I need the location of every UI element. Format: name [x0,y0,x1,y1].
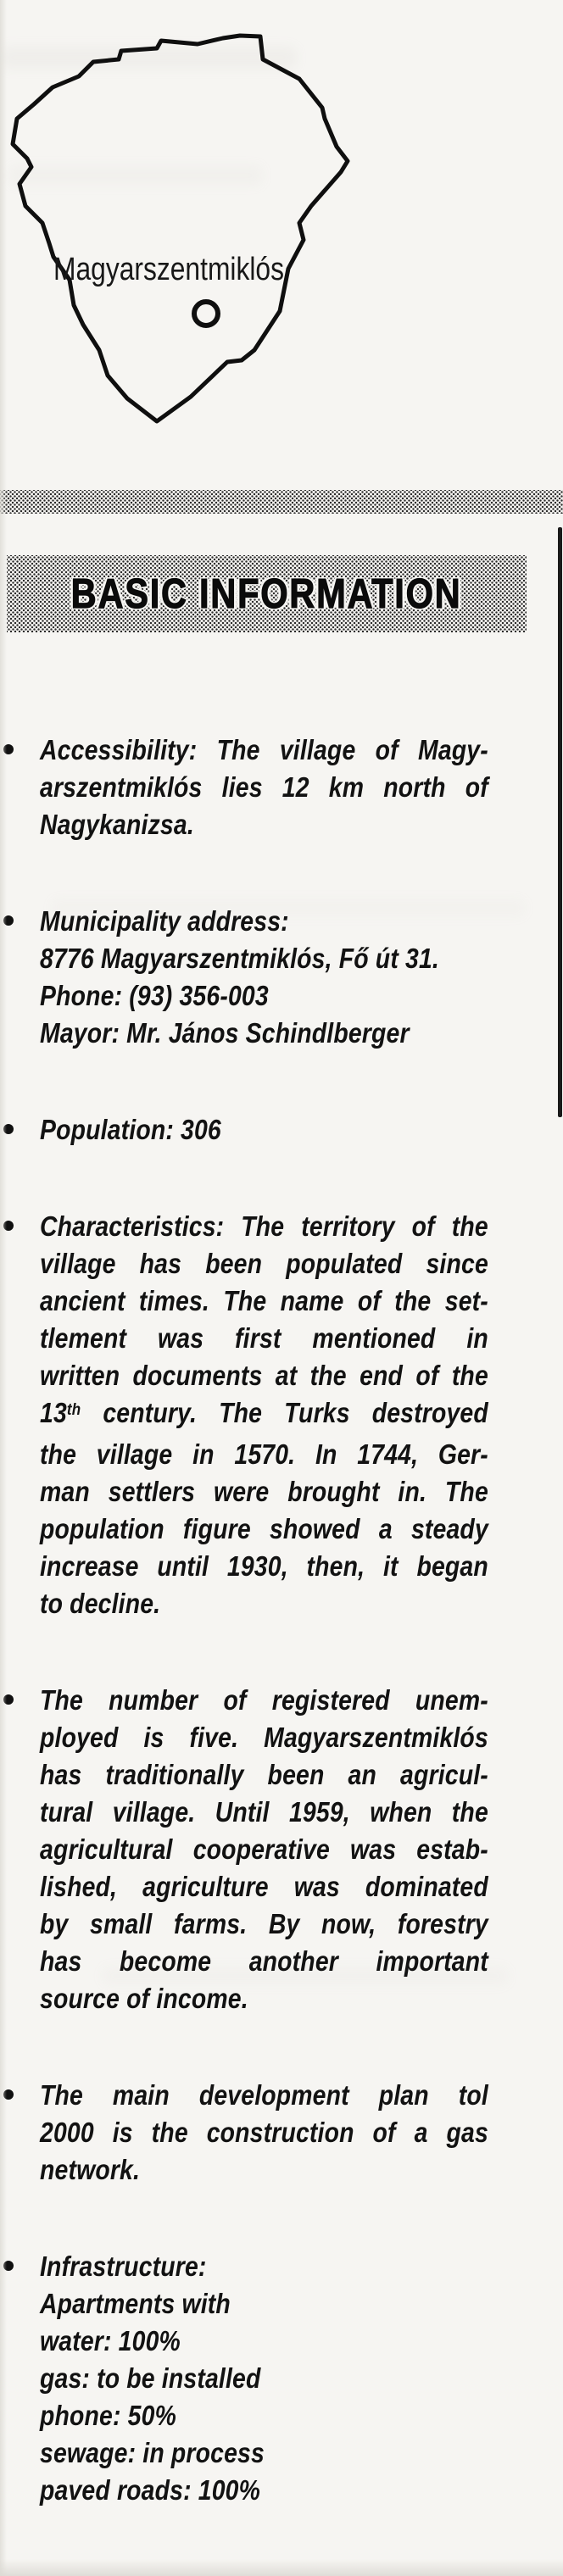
text-line: population figure showed a steady [40,1513,488,1544]
list-item [2,1682,561,2017]
village-map [0,25,360,432]
text-line: 13th century. The Turks destroyed [40,1397,488,1428]
text-line: Characteristics: The territory of the [40,1210,488,1242]
text-line: ancient times. The name of the set- [40,1285,488,1316]
halftone-divider-band [0,490,563,514]
text-line: Population: 306 [40,1114,221,1145]
list-item [2,732,561,843]
text-line: Phone: (93) 356-003 [40,980,269,1011]
text-line: has become another important [40,1945,488,1977]
paragraph [40,1208,488,1622]
text-line: Municipality address: [40,905,289,937]
list-item [2,903,561,1052]
text-line: agricultural cooperative was estab- [40,1833,488,1865]
village-marker-icon [194,302,218,325]
scan-bottom-shadow [0,2559,563,2576]
text-line: has traditionally been an agricul- [40,1759,488,1790]
section-header [7,555,527,632]
text-line: 8776 Magyarszentmiklós, Fő út 31. [40,943,439,974]
text-line: water: 100% [40,2325,181,2356]
text-line: 2000 is the construction of a gas [40,2117,488,2148]
text-line: by small farms. By now, forestry [40,1908,488,1939]
text-line: phone: 50% [40,2400,176,2431]
text-line: The main development plan tol [40,2079,488,2111]
bullet-list [2,732,561,2509]
paragraph [40,732,488,843]
text-line: Apartments with [40,2288,231,2319]
text-line: village has been populated since [40,1248,488,1279]
superscript: th [66,1400,81,1420]
text-line: The number of registered unem- [40,1684,488,1716]
list-item [2,2077,561,2189]
text-line: to decline. [40,1588,161,1619]
text-line: man settlers were brought in. The [40,1476,488,1507]
map-outline [13,36,348,421]
text-line: gas: to be installed [40,2362,261,2394]
section-title: BASIC INFORMATION [71,570,462,617]
list-item [2,1208,561,1622]
text-line: arszentmiklós lies 12 km north of [40,771,488,803]
text-line: source of income. [40,1983,248,2014]
list-item [2,2248,561,2509]
text-line: increase until 1930, then, it began [40,1550,488,1582]
text-line: Accessibility: The village of Magy- [40,734,488,765]
text-line: paved roads: 100% [40,2474,261,2506]
paragraph [40,2077,488,2189]
text-line: Mayor: Mr. János Schindlberger [40,1017,410,1049]
paragraph [40,1682,488,2017]
list-item [2,1111,561,1149]
text-line: Infrastructure: [40,2251,207,2282]
text-line: ployed is five. Magyarszentmiklós [40,1722,488,1753]
text-line: network. [40,2154,141,2185]
paragraph [40,903,488,1052]
text-line: sewage: in process [40,2437,265,2468]
text-line: tlement was first mentioned in [40,1322,488,1354]
text-line: lished, agriculture was dominated [40,1871,488,1902]
scan-gutter-shadow [0,0,7,2576]
text-line: tural village. Until 1959, when the [40,1796,488,1828]
text-line: Nagykanizsa. [40,809,194,840]
map-label: Magyarszentmiklós [53,252,284,287]
paragraph [40,1111,488,1149]
text-line: written documents at the end of the [40,1360,488,1391]
text-line: the village in 1570. In 1744, Ger- [40,1438,488,1470]
paragraph [40,2248,488,2509]
